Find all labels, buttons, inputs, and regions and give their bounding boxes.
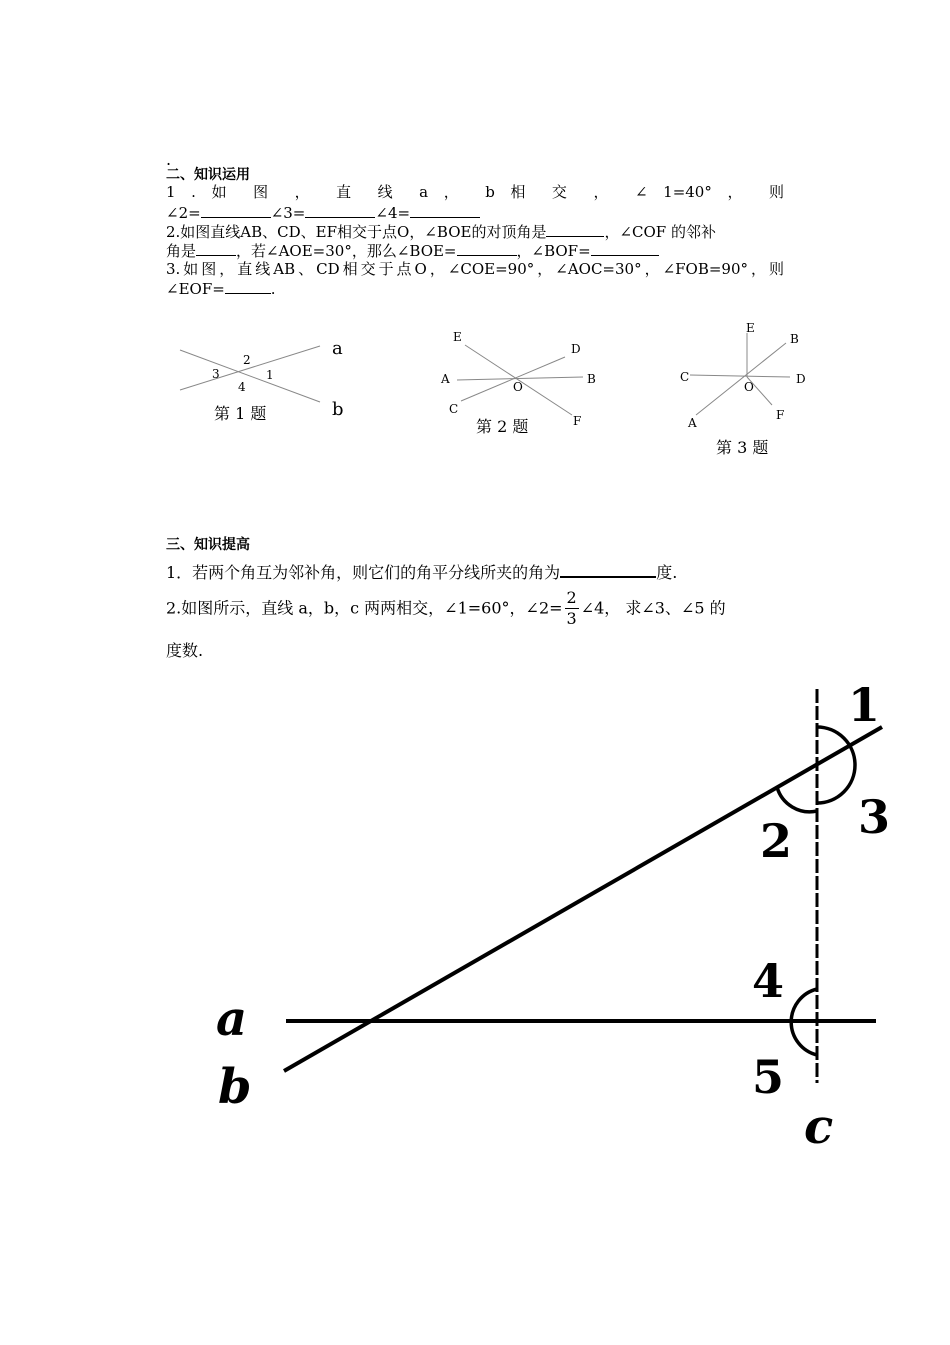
fig2-line-cd xyxy=(461,357,565,401)
fig1-label-3: 3 xyxy=(212,367,220,381)
fig4-label-4: 4 xyxy=(752,954,785,1008)
fig4-label-b: b xyxy=(218,1059,252,1115)
fig2-label-D: D xyxy=(571,342,581,356)
fig2-label-A: A xyxy=(441,372,450,386)
q2-text-a2: ，∠COF 的邻补 xyxy=(604,223,716,241)
q3-line-1: 3.如图，直线AB、CD相交于点O，∠COE=90°，∠AOC=30°，∠FOB=90°，则 xyxy=(166,260,784,278)
fraction-numerator: 2 xyxy=(566,588,577,607)
fig4-label-3: 3 xyxy=(858,790,891,844)
q2-line-1 xyxy=(166,222,716,242)
q2-blank-1 xyxy=(546,222,604,237)
fig4-label-2: 2 xyxy=(760,814,793,868)
fig3-label-O: O xyxy=(744,380,754,394)
fig4-label-5: 5 xyxy=(752,1050,785,1104)
stray-dot: . xyxy=(166,150,172,169)
fig4-arc-angle-2 xyxy=(777,787,817,812)
q1-line-1: 1 . 如 图 ， 直 线 a ， b 相 交 ， ∠ 1=40° ， 则 xyxy=(166,183,784,201)
fig4-arc-angle-1-3 xyxy=(817,727,855,803)
fig2-label-E: E xyxy=(453,330,462,344)
fig3-label-B: B xyxy=(790,332,799,346)
fig1-caption: 第 1 题 xyxy=(214,404,267,423)
q3-text-b1: ∠EOF= xyxy=(166,280,225,298)
q2-blank-4 xyxy=(591,241,659,256)
s3-q2-text-a: 2.如图所示，直线 a，b，c 两两相交，∠1=60°，∠2= xyxy=(166,598,563,618)
q2-text-a1: 2.如图直线AB、CD、EF相交于点O，∠BOE的对顶角是 xyxy=(166,223,547,241)
q1-line-2 xyxy=(166,203,480,223)
s3-q1 xyxy=(166,560,677,584)
fig2-label-F: F xyxy=(573,414,582,428)
fig2-label-O: O xyxy=(513,380,523,394)
s3-q1-text: 1．若两个角互为邻补角，则它们的角平分线所夹的角为 xyxy=(166,563,561,582)
fig4-label-a: a xyxy=(216,991,248,1047)
fig3-label-E: E xyxy=(746,321,755,335)
fig1-label-1: 1 xyxy=(266,368,274,382)
s3-q2-line-2: 度数. xyxy=(166,641,204,660)
q2-text-b1: 角是 xyxy=(166,242,197,260)
figure-3 xyxy=(672,315,817,435)
fig4-label-1: 1 xyxy=(848,678,881,732)
s3-q2-line-1 xyxy=(166,588,726,629)
fig2-label-B: B xyxy=(587,372,596,386)
fig1-label-4: 4 xyxy=(238,380,246,394)
fig1-label-2: 2 xyxy=(243,353,251,367)
q1-angle2: ∠2= xyxy=(166,204,201,222)
fig3-label-F: F xyxy=(776,408,785,422)
s3-q1-blank xyxy=(560,560,656,578)
fig3-line-ab xyxy=(696,343,786,415)
fig3-label-A: A xyxy=(688,416,697,430)
q1-angle3: ∠3= xyxy=(270,204,306,222)
q3-line-2 xyxy=(166,279,276,299)
q3-blank xyxy=(225,279,271,294)
figure-4 xyxy=(200,665,910,1165)
q2-text-b3: ，∠BOF= xyxy=(516,242,591,260)
fig2-label-C: C xyxy=(449,402,459,416)
fig3-label-C: C xyxy=(680,370,690,384)
fig1-label-a: a xyxy=(332,338,343,359)
q3-text-b2: . xyxy=(270,280,276,298)
q1-blank-1 xyxy=(201,203,271,218)
s3-q1-unit: 度. xyxy=(656,563,678,582)
fig3-caption: 第 3 题 xyxy=(716,438,769,457)
fig3-label-D: D xyxy=(796,372,806,386)
fig4-label-c: c xyxy=(804,1099,834,1155)
fraction-denominator: 3 xyxy=(566,609,577,628)
fig2-caption: 第 2 题 xyxy=(476,417,529,436)
q2-blank-3 xyxy=(457,241,517,256)
fig1-label-b: b xyxy=(332,399,344,420)
section-2-title: 二、知识运用 xyxy=(166,167,250,183)
q2-blank-2 xyxy=(196,241,236,256)
q1-angle4: ∠4= xyxy=(375,204,411,222)
fraction-two-thirds xyxy=(565,588,579,629)
q2-line-2 xyxy=(166,241,659,261)
q2-text-b2: ，若∠AOE=30°，那么∠BOE= xyxy=(236,242,457,260)
section-3-title: 三、知识提高 xyxy=(166,537,250,553)
q1-blank-2 xyxy=(305,203,375,218)
s3-q2-text-b: ∠4， 求∠3、∠5 的 xyxy=(580,598,726,618)
q1-blank-3 xyxy=(410,203,480,218)
fig3-line-cd xyxy=(690,375,790,377)
